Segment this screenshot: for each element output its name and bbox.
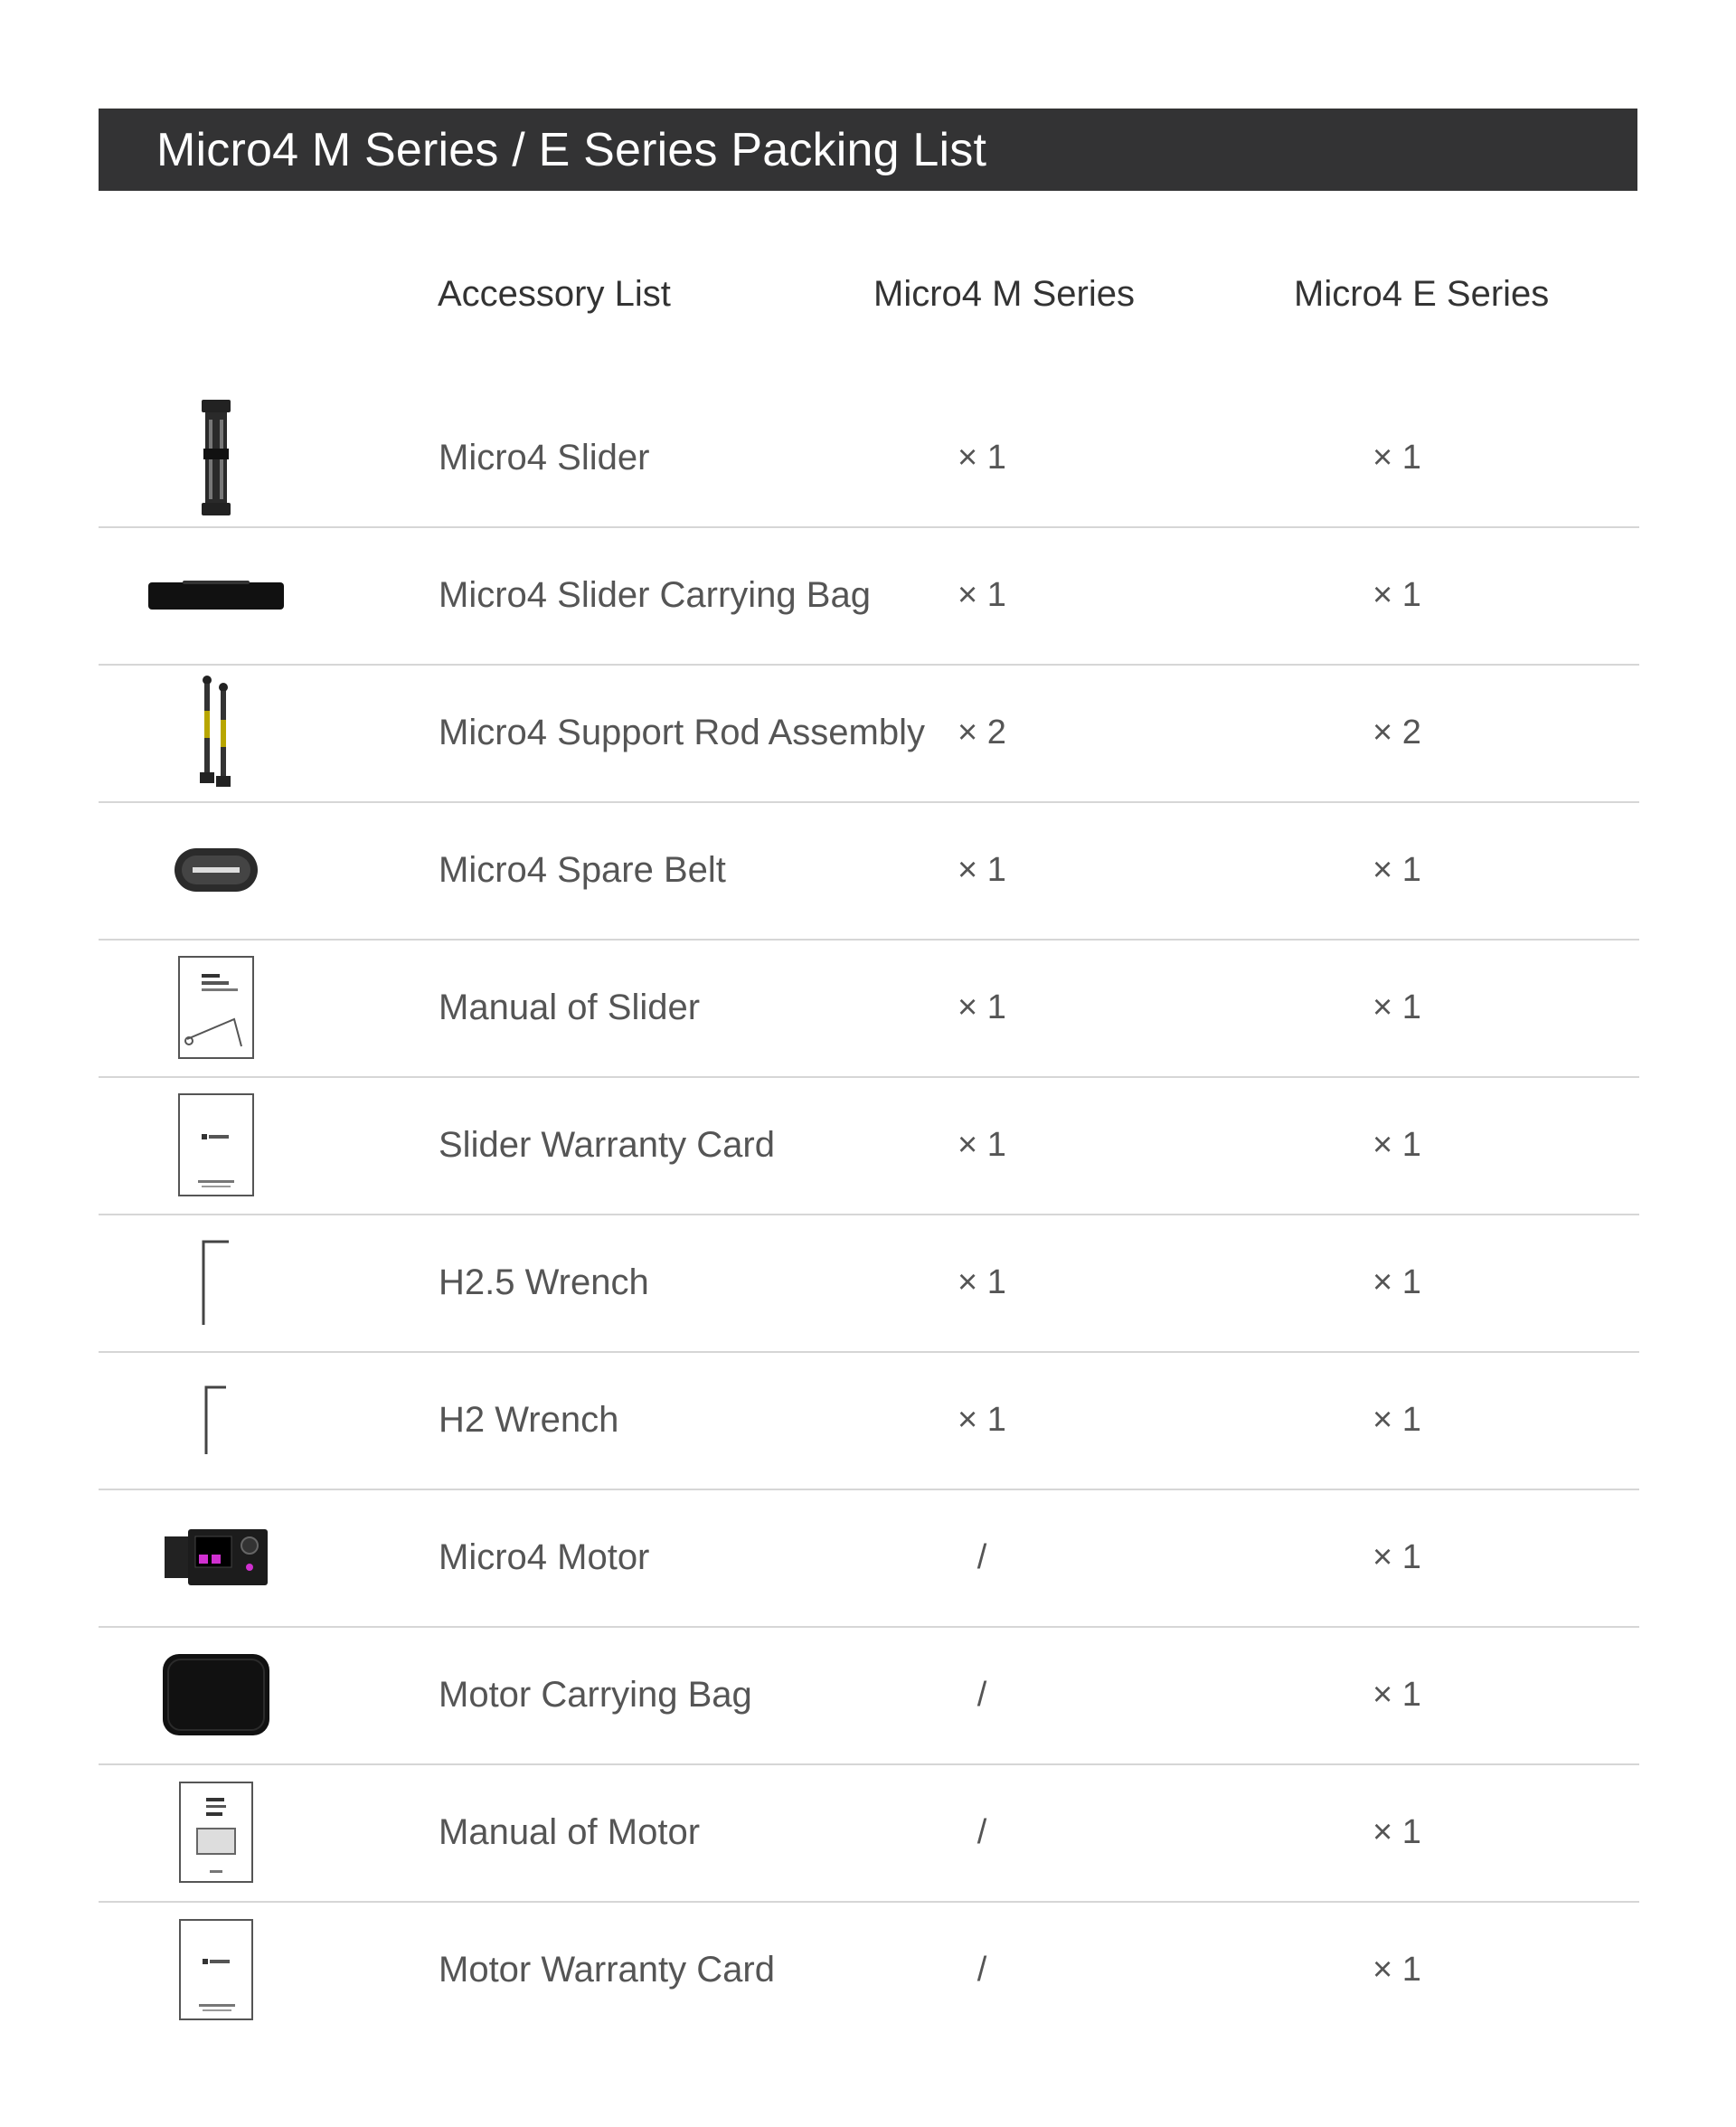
page-title: Micro4 M Series / E Series Packing List bbox=[156, 123, 987, 176]
qty-m-series: / bbox=[976, 1538, 987, 1576]
qty-e-series: × 1 bbox=[1373, 1263, 1421, 1301]
qty-m-series: / bbox=[976, 1676, 987, 1714]
qty-e-series: × 1 bbox=[1373, 1401, 1421, 1439]
table-row bbox=[99, 1351, 1639, 1490]
item-name: Manual of Motor bbox=[439, 1812, 701, 1852]
table-row bbox=[99, 939, 1639, 1078]
item-name: Micro4 Slider Carrying Bag bbox=[439, 575, 871, 615]
item-name: Micro4 Spare Belt bbox=[439, 850, 726, 890]
header-m-series: Micro4 M Series bbox=[873, 274, 1135, 314]
table-row bbox=[99, 1214, 1639, 1353]
table-row bbox=[99, 389, 1639, 528]
item-name: Micro4 Motor bbox=[439, 1537, 650, 1577]
item-name: H2.5 Wrench bbox=[439, 1262, 649, 1302]
qty-e-series: × 1 bbox=[1373, 1538, 1421, 1576]
item-name: Motor Carrying Bag bbox=[439, 1675, 752, 1715]
qty-e-series: × 1 bbox=[1373, 439, 1421, 477]
support-rod-icon bbox=[117, 664, 316, 801]
qty-e-series: × 2 bbox=[1373, 714, 1421, 752]
item-name: Slider Warranty Card bbox=[439, 1125, 775, 1165]
qty-m-series: × 1 bbox=[958, 1401, 1006, 1439]
qty-e-series: × 1 bbox=[1373, 1813, 1421, 1851]
motor-warranty-card-icon bbox=[117, 1901, 316, 2038]
qty-m-series: × 1 bbox=[958, 1263, 1006, 1301]
qty-e-series: × 1 bbox=[1373, 1951, 1421, 1989]
table-row bbox=[99, 1076, 1639, 1215]
item-name: Motor Warranty Card bbox=[439, 1950, 775, 1990]
motor-bag-icon bbox=[117, 1626, 316, 1763]
slider-bag-icon bbox=[117, 526, 316, 664]
qty-e-series: × 1 bbox=[1373, 1126, 1421, 1164]
qty-e-series: × 1 bbox=[1373, 576, 1421, 614]
qty-m-series: / bbox=[976, 1951, 987, 1989]
title-bar bbox=[99, 109, 1637, 191]
table-row bbox=[99, 1763, 1639, 1903]
table-row bbox=[99, 1901, 1639, 2038]
qty-m-series: × 1 bbox=[958, 576, 1006, 614]
table-row bbox=[99, 1626, 1639, 1765]
item-name: Manual of Slider bbox=[439, 988, 701, 1027]
spare-belt-icon bbox=[117, 801, 316, 939]
table-row bbox=[99, 664, 1639, 803]
qty-m-series: × 2 bbox=[958, 714, 1006, 752]
qty-e-series: × 1 bbox=[1373, 988, 1421, 1026]
table-row bbox=[99, 1489, 1639, 1628]
qty-m-series: × 1 bbox=[958, 851, 1006, 889]
qty-e-series: × 1 bbox=[1373, 851, 1421, 889]
motor-manual-icon bbox=[117, 1763, 316, 1901]
slider-icon bbox=[117, 389, 316, 526]
slider-manual-icon bbox=[117, 939, 316, 1076]
slider-warranty-card-icon bbox=[117, 1076, 316, 1214]
h25-wrench-icon bbox=[117, 1214, 316, 1351]
motor-icon bbox=[117, 1489, 316, 1626]
item-name: Micro4 Slider bbox=[439, 438, 650, 477]
header-accessory-list: Accessory List bbox=[438, 274, 671, 314]
qty-m-series: × 1 bbox=[958, 439, 1006, 477]
h2-wrench-icon bbox=[117, 1351, 316, 1489]
qty-m-series: × 1 bbox=[958, 988, 1006, 1026]
item-name: H2 Wrench bbox=[439, 1400, 619, 1440]
item-name: Micro4 Support Rod Assembly bbox=[439, 713, 926, 752]
table-row bbox=[99, 526, 1639, 666]
qty-e-series: × 1 bbox=[1373, 1676, 1421, 1714]
qty-m-series: × 1 bbox=[958, 1126, 1006, 1164]
qty-m-series: / bbox=[976, 1813, 987, 1851]
table-row bbox=[99, 801, 1639, 941]
header-e-series: Micro4 E Series bbox=[1294, 274, 1550, 314]
